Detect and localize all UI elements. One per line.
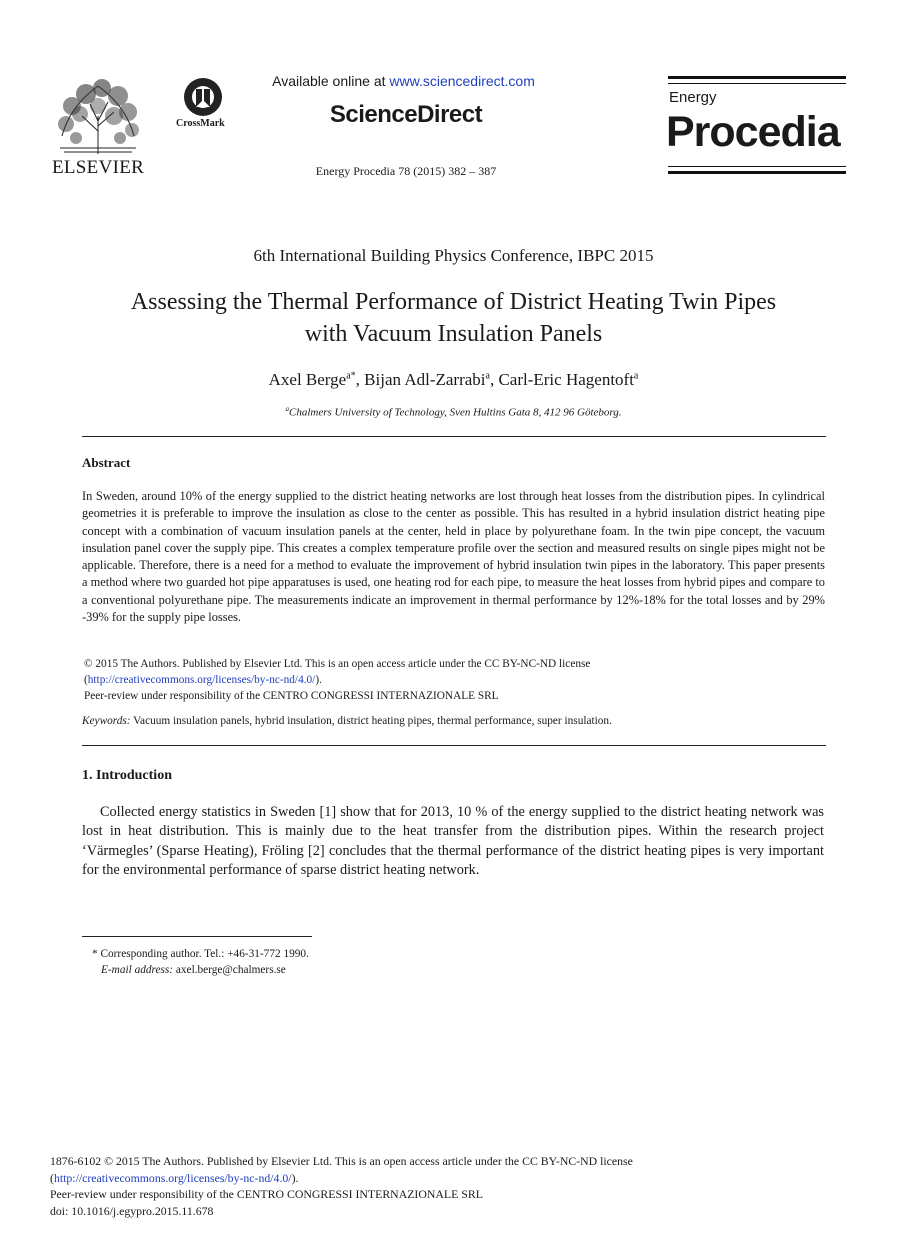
journal-logo-bottom-rule	[668, 166, 846, 167]
open-paren: (	[84, 674, 88, 686]
affiliation-text: Chalmers University of Technology, Sven Hultins Gata 8, 412 96 Göteborg.	[288, 406, 622, 419]
keywords-text: Vacuum insulation panels, hybrid insulation, district heating pipes, thermal performance, super insulation.	[130, 715, 612, 727]
divider-bottom	[82, 745, 826, 746]
license-block	[82, 656, 826, 704]
bottom-license	[50, 1153, 830, 1219]
section-heading: 1. Introduction	[82, 768, 172, 783]
paper-title	[60, 286, 847, 350]
issn-line: 1876-6102 © 2015 The Authors. Published by Elsevier Ltd. This is an open access article under the CC BY-NC-ND license	[50, 1154, 633, 1168]
affiliation-sup: a	[285, 405, 289, 413]
journal-logo-top-rule	[668, 76, 846, 79]
affiliation	[0, 405, 907, 419]
sciencedirect-logo: ScienceDirect	[329, 101, 483, 128]
keywords	[82, 715, 826, 727]
bottom-license-link[interactable]: http://creativecommons.org/licenses/by-nc-nd/4.0/	[53, 1170, 292, 1185]
author-list: Axel Berge$^{a*}$, Bijan Adl-Zarrabi$^a$, Carl-Eric Hagentoft$^a$	[268, 370, 639, 389]
bottom-peer-review: Peer-review under responsibility of the CENTRO CONGRESSI INTERNAZIONALE SRL	[50, 1187, 483, 1201]
license-line: © 2015 The Authors. Published by Elsevier Ltd. This is an open access article under the CC BY-NC-ND license	[84, 658, 591, 670]
license-link[interactable]: http://creativecommons.org/licenses/by-nc-nd/4.0/	[87, 674, 316, 686]
author-name: Axel Berge	[268, 370, 347, 389]
author-sup: a	[633, 370, 639, 382]
email-address[interactable]: axel.berge@chalmers.se	[173, 964, 286, 976]
corresponding-text: Corresponding author. Tel.: +46-31-772 1990.	[100, 948, 309, 960]
title-line-2: with Vacuum Insulation Panels	[304, 321, 603, 347]
close-paren: ).	[315, 674, 322, 686]
corresponding-author	[92, 946, 309, 962]
journal-logo-bottom-rule-2	[668, 171, 846, 174]
elsevier-wordmark: ELSEVIER	[52, 157, 145, 178]
author-sup: a*	[346, 370, 356, 382]
email-line	[92, 962, 309, 978]
title-line-1: Assessing the Thermal Performance of District Heating Twin Pipes	[130, 289, 777, 315]
author-sup: a	[485, 370, 490, 382]
bottom-link-line	[50, 1170, 830, 1187]
abstract-heading: Abstract	[82, 455, 131, 470]
footnote	[92, 946, 309, 978]
sciencedirect-link[interactable]: www.sciencedirect.com	[389, 73, 535, 89]
crossmark-label: CrossMark	[176, 118, 225, 129]
close-paren: ).	[291, 1170, 299, 1185]
doi[interactable]: doi: 10.1016/j.egypro.2015.11.678	[50, 1203, 214, 1218]
footnote-rule	[82, 936, 312, 937]
author-name: Bijan Adl-Zarrabi	[364, 370, 486, 389]
divider-top	[82, 436, 826, 437]
introduction-text: Collected energy statistics in Sweden [1] show that for 2013, 10 % of the energy supplied to the district heating network was lost in heat distribution. This is mainly due to the heat transfer from the distribution pipes. Within the research project ‘Värmegles’ (Sparse Heating), Fröling [2] concludes that the thermal performance of the district heating pipes is very important for the environmental performance of sparse district heating network.	[82, 804, 824, 878]
available-prefix: Available online at	[272, 73, 390, 89]
keywords-label: Keywords:	[82, 715, 131, 727]
peer-review: Peer-review under responsibility of the CENTRO CONGRESSI INTERNAZIONALE SRL	[84, 690, 499, 702]
journal-reference: Energy Procedia 78 (2015) 382 – 387	[315, 164, 497, 178]
open-paren: (	[50, 1170, 54, 1185]
journal-logo-energy: Energy	[669, 89, 717, 106]
abstract-text: In Sweden, around 10% of the energy supplied to the district heating networks are lost through heat losses from the distribution pipes. In cylindrical geometries it is preferable to improve the insulation as close to the center as possible. This has resulted in a hybrid insulation district heating pipe concept with a combination of vacuum insulation panels at the center, held in place by polyurethane foam. In the twin pipe concept, the vacuum insulation panel cover the supply pipe. This creates a complex temperature profile over the section and measured results on single pipes might not be applicable. Therefore, there is a need for a method to evaluate the improvement of hybrid insulation twin pipes in the laboratory. This paper presents a method where two guarded hot pipe apparatuses is used, one heating rod for each pipe, to measure the heat losses from hybrid pipes and compare to a conventional polyurethane pipe. The measurements indicate an improvement in thermal performance by 12%-18% for the total losses and by 29% -39% for the supply pipe losses.	[82, 489, 825, 625]
journal-logo-procedia: Procedia	[666, 108, 840, 156]
license-link-line	[82, 672, 826, 688]
footnote-marker: *	[92, 948, 101, 960]
email-label: E-mail address:	[101, 964, 174, 976]
journal-logo-top-rule-2	[668, 83, 846, 84]
author-name: Carl-Eric Hagentoft	[498, 370, 634, 389]
conference-name: 6th International Building Physics Conference, IBPC 2015	[253, 246, 654, 265]
